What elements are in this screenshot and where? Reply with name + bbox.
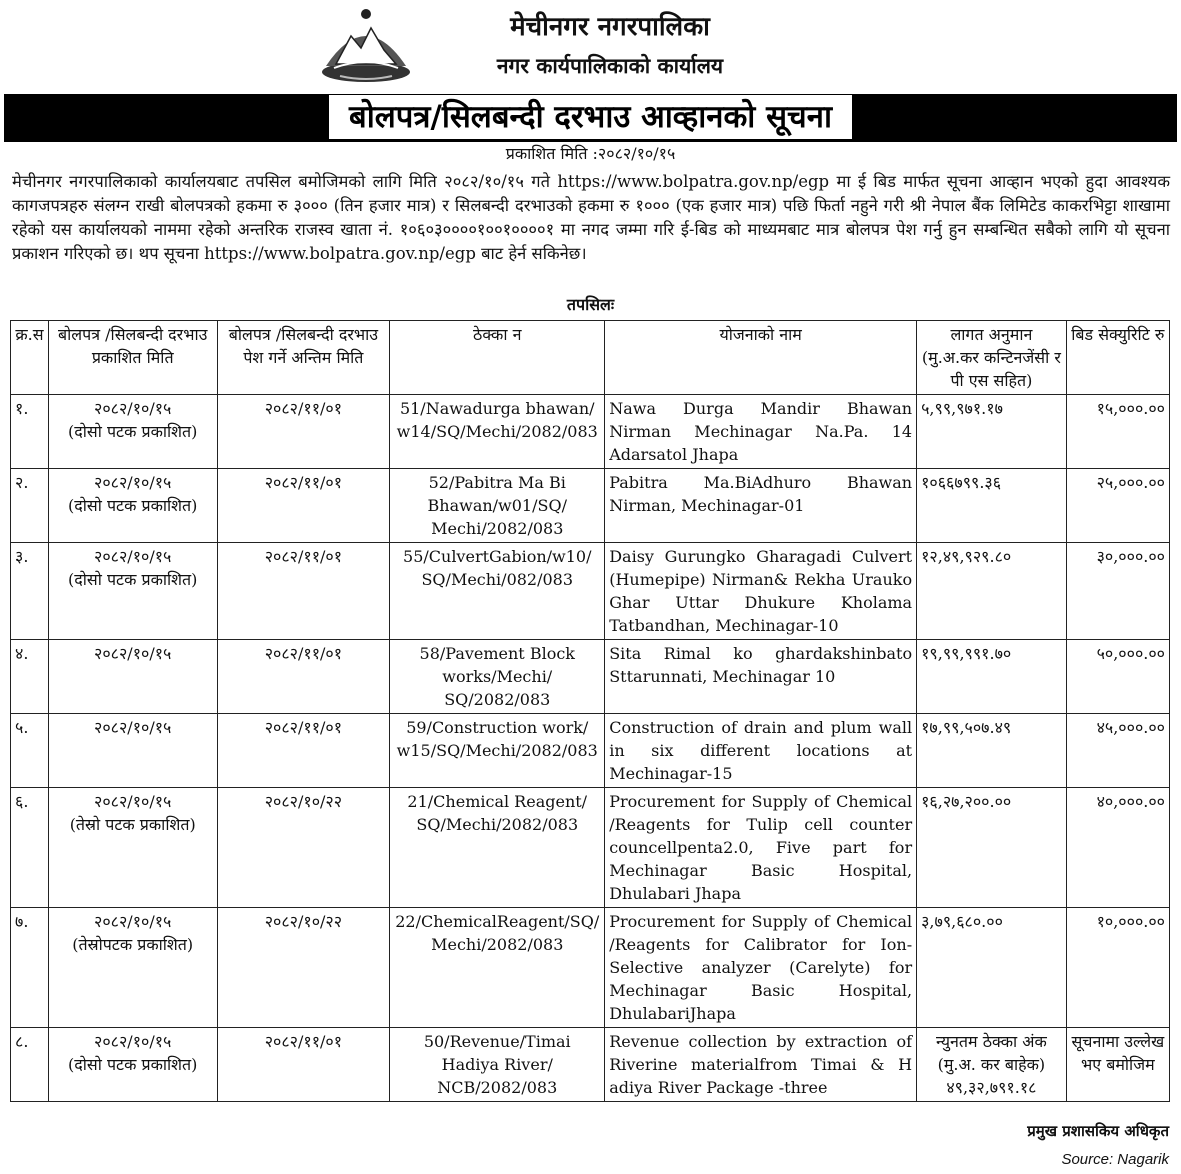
row-security: २५,०००.००	[1066, 469, 1169, 543]
row-contract: 50/Revenue/Timai Hadiya River/ NCB/2082/083	[390, 1028, 605, 1102]
row-published	[48, 714, 217, 788]
table-row	[11, 1028, 1170, 1102]
org-name: मेचीनगर नगरपालिका	[510, 12, 710, 42]
row-deadline: २०८२/११/०१	[217, 395, 390, 469]
table-row	[11, 640, 1170, 714]
row-published	[48, 640, 217, 714]
row-sn: १.	[11, 395, 49, 469]
pub-date: २०८२/१०/१५	[94, 473, 172, 492]
header-estimate: लागत अनुमान (मु.अ.कर कन्टिनजेंसी र पी एस सहित)	[917, 321, 1067, 395]
pub-note: (दोसो पटक प्रकाशित)	[68, 1055, 198, 1074]
header-sn: क्र.स	[11, 321, 49, 395]
header-project: योजनाको नाम	[605, 321, 917, 395]
row-security: ४०,०००.००	[1066, 788, 1169, 908]
row-sn: ७.	[11, 908, 49, 1028]
row-contract: 52/Pabitra Ma Bi Bhawan/w01/SQ/ Mechi/2082/083	[390, 469, 605, 543]
row-published	[48, 543, 217, 640]
row-estimate: ५,९९,९७१.१७	[917, 395, 1067, 469]
row-project: Nawa Durga Mandir Bhawan Nirman Mechinagar Na.Pa. 14 Adarsatol Jhapa	[605, 395, 917, 469]
notice-header	[0, 0, 1181, 92]
row-estimate: १९,९९,९९१.७०	[917, 640, 1067, 714]
row-estimate: १६,२७,२००.००	[917, 788, 1067, 908]
pub-note: (तेस्रोपटक प्रकाशित)	[72, 935, 194, 954]
pub-date: २०८२/१०/१५	[94, 399, 172, 418]
table-row	[11, 395, 1170, 469]
row-sn: ५.	[11, 714, 49, 788]
row-security: सूचनामा उल्लेख भए बमोजिम	[1066, 1028, 1169, 1102]
row-published	[48, 395, 217, 469]
row-deadline: २०८२/११/०१	[217, 543, 390, 640]
row-deadline: २०८२/१०/२२	[217, 788, 390, 908]
published-date: प्रकाशित मिति :२०८२/१०/१५	[505, 144, 676, 163]
row-security: ३०,०००.००	[1066, 543, 1169, 640]
row-sn: ३.	[11, 543, 49, 640]
tender-table	[10, 320, 1170, 1102]
header-published: बोलपत्र /सिलबन्दी दरभाउ प्रकाशित मिति	[48, 321, 217, 395]
pub-note: (तेस्रो पटक प्रकाशित)	[69, 815, 196, 834]
pub-date: २०८२/१०/१५	[94, 547, 172, 566]
row-sn: ८.	[11, 1028, 49, 1102]
row-estimate: १२,४९,९२९.८०	[917, 543, 1067, 640]
row-project: Daisy Gurungko Gharagadi Culvert (Humepipe) Nirman& Rekha Urauko Ghar Uttar Dhukure Kholama Tatbandhan, Mechinagar-10	[605, 543, 917, 640]
row-estimate: १०६६७९९.३६	[917, 469, 1067, 543]
row-estimate: न्युनतम ठेक्का अंक (मु.अ. कर बाहेक) ४९,३२,७९१.१८	[917, 1028, 1067, 1102]
row-project: Procurement for Supply of Chemical /Reagents for Tulip cell counter councellpenta2.0, Five part for Mechinagar Basic Hospital, Dhulabari Jhapa	[605, 788, 917, 908]
row-contract: 59/Construction work/ w15/SQ/Mechi/2082/083	[390, 714, 605, 788]
row-project: Sita Rimal ko ghardakshinbato Sttarunnati, Mechinagar 10	[605, 640, 917, 714]
notice-body: मेचीनगर नगरपालिकाको कार्यालयबाट तपसिल बमोजिमको लागि मिति २०८२/१०/१५ गते https://www.bolpatra.gov.np/egp मा ई बिड मार्फत सूचना आव्हान भएको हुदा आवश्यक कागजपत्रहरु संलग्न राखी बोलपत्रको हकमा रु ३००० (तिन हजार मात्र) र सिलबन्दी दरभाउको हकमा रु १००० (एक हजार मात्र) पछि फिर्ता नहुने गरी श्री नेपाल बैंक लिमिटेड काकरभिट्टा शाखामा रहेको यस कार्यालयको नाममा रहेको अन्तरिक राजस्व खाता नं. १०६०३००००१००१००००१ मा नगद जम्मा गरि ई-बिड को माध्यमबाट मात्र बोलपत्र पेश गर्नु हुन सम्बन्धित सबैको लागि यो सूचना प्रकाशन गरिएको छ। थप सूचना https://www.bolpatra.gov.np/egp बाट हेर्न सकिनेछ।	[12, 172, 1170, 263]
pub-date: २०८२/१०/१५	[94, 644, 172, 663]
table-header-row	[11, 321, 1170, 395]
row-deadline: २०८२/१०/२२	[217, 908, 390, 1028]
row-project: Construction of drain and plum wall in six different locations at Mechinagar-15	[605, 714, 917, 788]
row-security: १५,०००.००	[1066, 395, 1169, 469]
row-project: Revenue collection by extraction of Riverine materialfrom Timai & H adiya River Package -three	[605, 1028, 917, 1102]
row-published	[48, 788, 217, 908]
row-contract: 58/Pavement Block works/Mechi/ SQ/2082/083	[390, 640, 605, 714]
row-contract: 51/Nawadurga bhawan/ w14/SQ/Mechi/2082/083	[390, 395, 605, 469]
title-bar	[4, 94, 1177, 142]
row-deadline: २०८२/११/०१	[217, 640, 390, 714]
row-security: १०,०००.००	[1066, 908, 1169, 1028]
row-deadline: २०८२/११/०१	[217, 714, 390, 788]
row-deadline: २०८२/११/०१	[217, 469, 390, 543]
row-sn: ४.	[11, 640, 49, 714]
row-contract: 21/Chemical Reagent/ SQ/Mechi/2082/083	[390, 788, 605, 908]
row-sn: ६.	[11, 788, 49, 908]
pub-date: २०८२/१०/१५	[94, 718, 172, 737]
row-security: ४५,०००.००	[1066, 714, 1169, 788]
row-estimate: ३,७९,६८०.००	[917, 908, 1067, 1028]
row-sn: २.	[11, 469, 49, 543]
pub-date: २०८२/१०/१५	[94, 912, 172, 931]
office-name: नगर कार्यपालिकाको कार्यालय	[496, 53, 724, 78]
source-credit: Source: Nagarik	[1061, 1151, 1169, 1168]
row-project: Pabitra Ma.BiAdhuro Bhawan Nirman, Mechinagar-01	[605, 469, 917, 543]
signatory-title: प्रमुख प्रशासकिय अधिकृत	[1027, 1122, 1169, 1140]
table-row	[11, 543, 1170, 640]
pub-date: २०८२/१०/१५	[94, 1032, 172, 1051]
table-row	[11, 714, 1170, 788]
table-row	[11, 908, 1170, 1028]
nepal-emblem-icon	[316, 6, 416, 86]
pub-date: २०८२/१०/१५	[94, 792, 172, 811]
row-published	[48, 469, 217, 543]
row-deadline: २०८२/११/०१	[217, 1028, 390, 1102]
details-label: तपसिलः	[566, 295, 615, 314]
row-project: Procurement for Supply of Chemical /Reagents for Calibrator for Ion-Selective analyzer (Carelyte) for Mechinagar Basic Hospital, DhulabariJhapa	[605, 908, 917, 1028]
table-row	[11, 788, 1170, 908]
row-estimate: १७,९९,५०७.४९	[917, 714, 1067, 788]
pub-note: (दोसो पटक प्रकाशित)	[68, 422, 198, 441]
row-contract: 22/ChemicalReagent/SQ/ Mechi/2082/083	[390, 908, 605, 1028]
pub-note: (दोसो पटक प्रकाशित)	[68, 570, 198, 589]
table-row	[11, 469, 1170, 543]
header-submission: बोलपत्र /सिलबन्दी दरभाउ पेश गर्ने अन्तिम मिति	[217, 321, 390, 395]
row-contract: 55/CulvertGabion/w10/ SQ/Mechi/082/083	[390, 543, 605, 640]
header-security: बिड सेक्युरिटि रु	[1066, 321, 1169, 395]
row-published	[48, 1028, 217, 1102]
pub-note: (दोसो पटक प्रकाशित)	[68, 496, 198, 515]
row-published	[48, 908, 217, 1028]
notice-title: बोलपत्र/सिलबन्दी दरभाउ आव्हानको सूचना	[329, 95, 852, 139]
row-security: ५०,०००.००	[1066, 640, 1169, 714]
header-contract: ठेक्का न	[390, 321, 605, 395]
